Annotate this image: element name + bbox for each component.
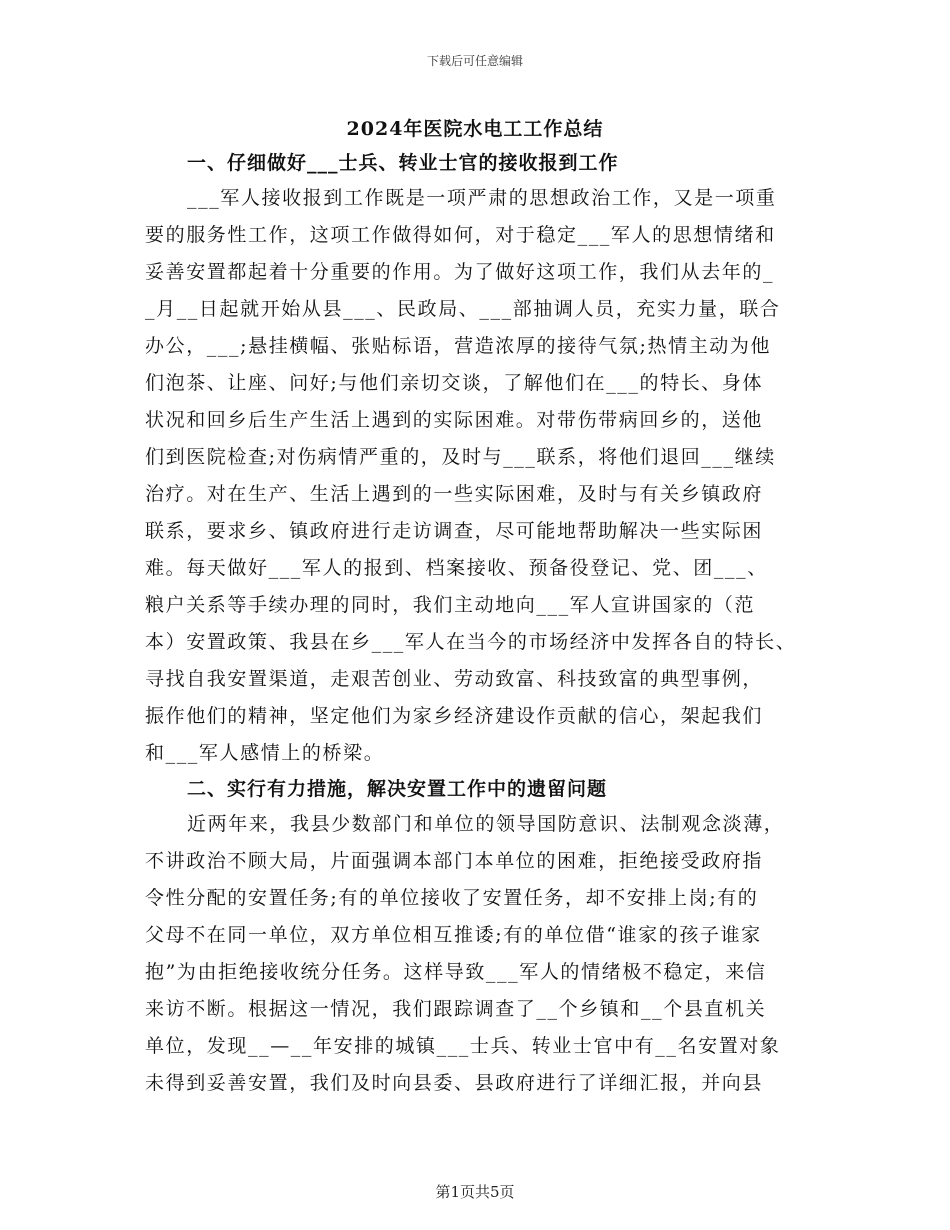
- paragraph-line: 难。每天做好___军人的报到、档案接收、预备役登记、党、团___、: [145, 557, 768, 579]
- page-footer: 第1页共5页: [435, 1183, 515, 1201]
- section-heading: 一、仔细做好___士兵、转业士官的接收报到工作: [187, 152, 619, 174]
- paragraph-line: 抱”为由拒绝接收统分任务。这样导致___军人的情绪极不稳定，来信: [145, 961, 767, 983]
- paragraph-line: _月__日起就开始从县___、民政局、___部抽调人员，充实力量，联合: [145, 298, 781, 320]
- paragraph: [145, 180, 825, 772]
- paragraph-line: 和___军人感情上的桥梁。: [145, 742, 385, 764]
- page-header: 下载后可任意编辑: [426, 54, 523, 68]
- paragraph-line: 粮户关系等手续办理的同时，我们主动地向___军人宣讲国家的（范: [145, 594, 756, 616]
- paragraph-line: 们泡茶、让座、问好;与他们亲切交谈，了解他们在___的特长、身体: [145, 372, 764, 394]
- paragraph-line: 状况和回乡后生产生活上遇到的实际困难。对带伤带病回乡的，送他: [145, 409, 764, 431]
- document-body: [145, 146, 825, 1102]
- paragraph-line: ___军人接收报到工作既是一项严肃的思想政治工作，又是一项重: [187, 187, 777, 209]
- paragraph-line: 近两年来，我县少数部门和单位的领导国防意识、法制观念淡薄，: [187, 813, 785, 835]
- paragraph-line: 来访不断。根据这一情况，我们跟踪调查了__个乡镇和__个县直机关: [145, 998, 767, 1020]
- paragraph-line: 要的服务性工作，这项工作做得如何，对于稳定___军人的思想情绪和: [145, 224, 776, 246]
- section-heading: 二、实行有力措施，解决安置工作中的遗留问题: [187, 778, 608, 800]
- paragraph-line: 办公，___;悬挂横幅、张贴标语，营造浓厚的接待气氛;热情主动为他: [145, 335, 772, 357]
- paragraph-line: 不讲政治不顾大局，片面强调本部门本单位的困难，拒绝接受政府指: [145, 850, 764, 872]
- section-2: [145, 772, 825, 1102]
- paragraph-line: 们到医院检查;对伤病情严重的，及时与___联系，将他们退回___继续: [145, 446, 776, 468]
- section-1: [145, 146, 825, 772]
- paragraph-line: 父母不在同一单位，双方单位相互推诿;有的单位借“谁家的孩子谁家: [145, 924, 762, 946]
- paragraph-line: 未得到妥善安置，我们及时向县委、县政府进行了详细汇报，并向县: [145, 1072, 764, 1094]
- paragraph-line: 单位，发现__—__年安排的城镇___士兵、转业士官中有__名安置对象: [145, 1035, 781, 1057]
- paragraph-line: 妥善安置都起着十分重要的作用。为了做好这项工作，我们从去年的_: [145, 261, 775, 283]
- paragraph-line: 本）安置政策、我县在乡___军人在当今的市场经济中发挥各自的特长、: [145, 631, 797, 653]
- document-title: 2024年医院水电工工作总结: [346, 118, 604, 140]
- paragraph-line: 联系，要求乡、镇政府进行走访调查，尽可能地帮助解决一些实际困: [145, 520, 764, 542]
- paragraph-line: 令性分配的安置任务;有的单位接收了安置任务，却不安排上岗;有的: [145, 887, 759, 909]
- paragraph-line: 振作他们的精神，坚定他们为家乡经济建设作贡献的信心，架起我们: [145, 705, 764, 727]
- paragraph-line: 寻找自我安置渠道，走艰苦创业、劳动致富、科技致富的典型事例，: [145, 668, 764, 690]
- paragraph: [145, 806, 825, 1102]
- paragraph-line: 治疗。对在生产、生活上遇到的一些实际困难，及时与有关乡镇政府: [145, 483, 764, 505]
